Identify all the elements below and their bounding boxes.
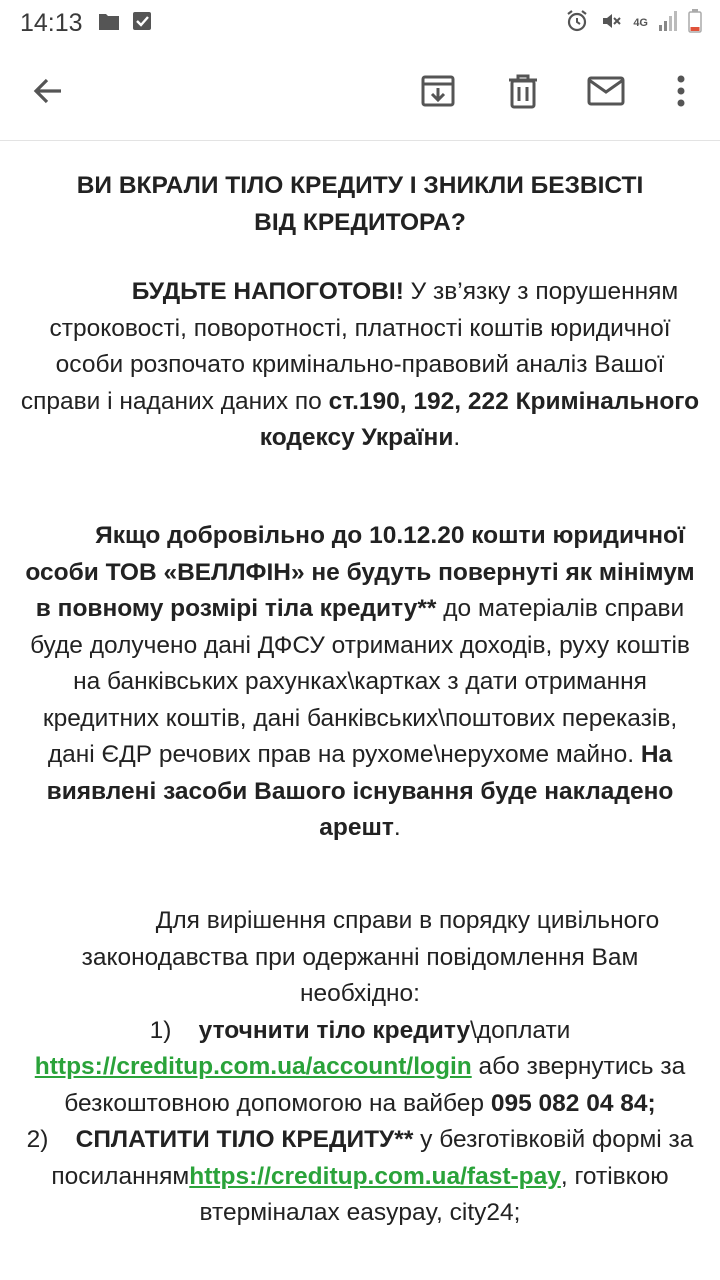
email-toolbar [0,46,720,141]
archive-button[interactable] [413,68,463,118]
more-vert-icon [676,74,686,113]
more-options-button[interactable] [656,68,706,118]
list-item: 1) уточнити тіло кредиту\доплати https://creditup.com.ua/account/login або звернутись за безкоштовною допомогою на вайбер 095 082 04 84; [34,1016,686,1117]
list-item: 2) СПЛАТИТИ ТІЛО КРЕДИТУ** у безготівковій формі за посиланнямhttps://creditup.com.ua/fast-pay, готівкою втерміналах easypay, city24; [26,1126,694,1226]
email-body [0,140,720,1280]
archive-icon [420,73,456,114]
status-bar [0,0,720,46]
paragraph-demand: Якщо добровільно до 10.12.20 кошти юридичної особи ТОВ «ВЕЛЛФІН» не будуть повернуті як мінімум в повному розмірі тіла кредиту** до матеріалів справи буде долучено дані ДФСУ отриманих доходів, руху коштів на банківських рахунках\картках з дати отримання кредитних коштів, дані банківських\поштових переказів, дані ЄДР речових прав на рухоме\нерухоме майно. На виявлені засоби Вашого існування буде накладено арешт. [25,522,695,841]
back-button[interactable] [23,68,73,118]
check-square-icon [132,11,152,36]
account-login-link[interactable]: https://creditup.com.ua/account/login [34,1053,472,1080]
folder-icon [98,11,120,36]
mark-unread-button[interactable] [581,68,631,118]
paragraph-instructions: Для вирішення справи в порядку цивільного законодавства при одержанні повідомлення Вам необхідно: 1) уточнити тіло кредиту\доплати https://creditup.com.ua/account/login або звернутись за безкоштовною допомогою на вайбер 095 082 04 84; 2) СПЛАТИТИ ТІЛО КРЕДИТУ** у безготівковій формі за посиланнямhttps://creditup.com.ua/fast-pay, готівкою втерміналах easypay, city24; [26,907,694,1226]
mail-icon [587,76,625,111]
network-type: 4G [633,17,648,29]
signal-icon [658,10,678,37]
email-title: ВИ ВКРАЛИ ТІЛО КРЕДИТУ І ЗНИКЛИ БЕЗВІСТІ ВІД КРЕДИТОРА? [76,172,644,236]
paragraph-warning: БУДЬТЕ НАПОГОТОВІ! У зв’язку з порушенням строковості, поворотності, платності коштів юридичної особи розпочато кримінально-правовий аналіз Вашої справи і наданих даних по ст.190, 192, 222 Кримінального кодексу України. [20,278,700,451]
fast-pay-link[interactable]: https://creditup.com.ua/fast-pay [189,1162,561,1190]
mute-icon [599,9,623,38]
trash-icon [507,73,539,114]
back-arrow-icon [31,74,65,113]
alarm-icon [565,9,589,38]
status-time: 14:13 [20,9,83,37]
battery-icon [688,9,702,38]
delete-button[interactable] [498,68,548,118]
